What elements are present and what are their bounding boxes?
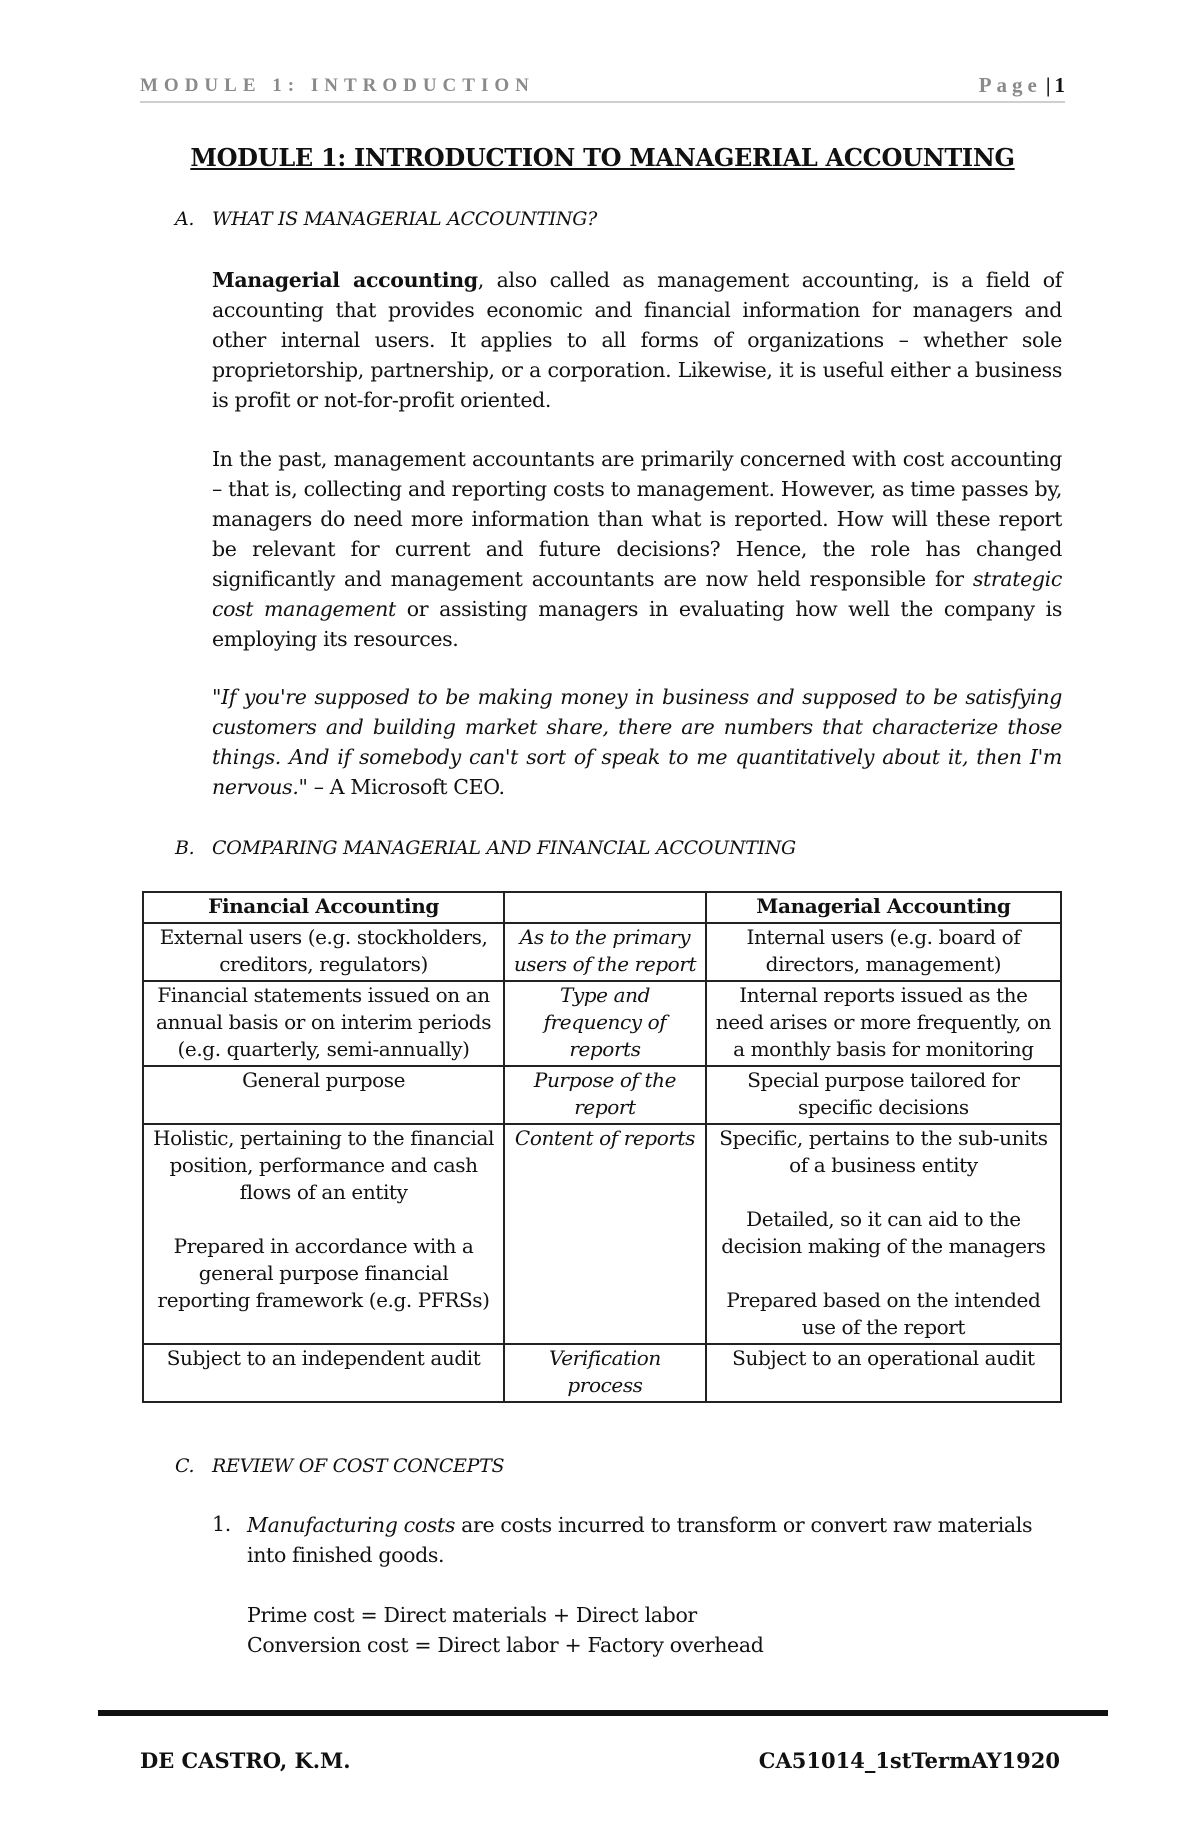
term-managerial-accounting: Managerial accounting <box>212 268 478 292</box>
financial-content-holistic: Holistic, pertaining to the financial position, performance and cash flows of an entity <box>153 1126 495 1204</box>
footer-divider <box>98 1710 1108 1716</box>
section-c-letter: C. <box>175 1455 195 1477</box>
managerial-users-cell: Internal users (e.g. board of directors, management) <box>706 923 1061 981</box>
header-criteria <box>504 892 706 923</box>
managerial-verification-cell: Subject to an operational audit <box>706 1344 1061 1402</box>
table-row <box>143 923 1061 981</box>
section-a-title: WHAT IS MANAGERIAL ACCOUNTING? <box>212 208 597 230</box>
header-managerial-accounting: Managerial Accounting <box>706 892 1061 923</box>
header-page-number <box>979 73 1065 98</box>
section-c-heading <box>175 1455 504 1477</box>
header-module-label: MODULE 1: INTRODUCTION <box>140 75 535 96</box>
term-strategic-cost-management: strategic cost management <box>212 567 1062 621</box>
table-row <box>143 1124 1061 1344</box>
table-row <box>143 1066 1061 1124</box>
page-title: MODULE 1: INTRODUCTION TO MANAGERIAL ACCOUNTING <box>190 143 1015 172</box>
criteria-users-cell: As to the primary users of the report <box>504 923 706 981</box>
manufacturing-costs-item <box>247 1510 1067 1570</box>
table-header-row <box>143 892 1061 923</box>
quote-text: "If you're supposed to be making money in business and supposed to be satisfying customers and building market share, there are numbers that characterize those things. And if somebody can't sort of speak to me quantitatively about it, then I'm nervous." <box>212 685 1062 799</box>
term-manufacturing-costs: Manufacturing costs <box>247 1513 455 1537</box>
section-a-letter: A. <box>175 208 195 230</box>
ceo-quote <box>212 682 1062 802</box>
footer-course-code: CA51014_1stTermAY1920 <box>758 1748 1060 1773</box>
criteria-purpose-cell: Purpose of the report <box>504 1066 706 1124</box>
managerial-content-detailed: Detailed, so it can aid to the decision making of the managers <box>721 1207 1046 1258</box>
financial-users-cell: External users (e.g. stockholders, creditors, regulators) <box>143 923 504 981</box>
financial-content-framework: Prepared in accordance with a general purpose financial reporting framework (e.g. PFRSs) <box>157 1234 490 1312</box>
managerial-content-specific: Specific, pertains to the sub-units of a business entity <box>719 1126 1048 1177</box>
financial-frequency-cell: Financial statements issued on an annual basis or on interim periods (e.g. quarterly, semi-annually) <box>143 981 504 1066</box>
quote-attribution: – A Microsoft CEO. <box>307 775 505 799</box>
financial-verification-cell: Subject to an independent audit <box>143 1344 504 1402</box>
section-c-title: REVIEW OF COST CONCEPTS <box>212 1455 505 1477</box>
financial-content-cell <box>143 1124 504 1344</box>
financial-purpose-cell: General purpose <box>143 1066 504 1124</box>
header-financial-accounting: Financial Accounting <box>143 892 504 923</box>
managerial-content-cell <box>706 1124 1061 1344</box>
manufacturing-costs-definition: are costs incurred to transform or convert raw materials into finished goods. <box>247 1513 1033 1567</box>
section-a-paragraph-1 <box>212 265 1062 415</box>
criteria-frequency-cell: Type and frequency of reports <box>504 981 706 1066</box>
paragraph-2-start: In the past, management accountants are primarily concerned with cost accounting – that is, collecting and reporting costs to management. However, as time passes by, managers do need more information than what is reported. How will these report be relevant for current and future decisions? Hence, the role has changed significantly and management accountants are now held responsible for <box>212 447 1062 591</box>
section-a-paragraph-2 <box>212 444 1062 654</box>
header-page-digit: 1 <box>1054 73 1065 97</box>
managerial-frequency-cell: Internal reports issued as the need arises or more frequently, on a monthly basis for monitoring <box>706 981 1061 1066</box>
comparison-table <box>142 891 1062 1403</box>
criteria-verification-cell: Verification process <box>504 1344 706 1402</box>
section-a-heading <box>175 208 597 230</box>
section-b-title: COMPARING MANAGERIAL AND FINANCIAL ACCOUNTING <box>212 837 796 859</box>
table-row <box>143 1344 1061 1402</box>
header-page-word: Page <box>978 73 1042 97</box>
managerial-purpose-cell: Special purpose tailored for specific decisions <box>706 1066 1061 1124</box>
conversion-cost-formula: Conversion cost = Direct labor + Factory overhead <box>247 1633 764 1657</box>
list-item-number: 1. <box>212 1512 231 1536</box>
managerial-content-intended-use: Prepared based on the intended use of the report <box>726 1288 1041 1339</box>
footer-author: DE CASTRO, K.M. <box>140 1748 351 1773</box>
header-separator: | <box>1045 73 1051 97</box>
paragraph-2-end: or assisting managers in evaluating how well the company is employing its resources. <box>212 597 1062 651</box>
criteria-content-cell: Content of reports <box>504 1124 706 1344</box>
paragraph-1-text: , also called as management accounting, is a field of accounting that provides economic and financial information for managers and other internal users. It applies to all forms of organizations – whether sole proprietorship, partnership, or a corporation. Likewise, it is useful either a business is profit or not-for-profit oriented. <box>212 268 1063 412</box>
table-row <box>143 981 1061 1066</box>
section-b-letter: B. <box>175 837 195 859</box>
section-b-heading <box>175 837 796 859</box>
prime-cost-formula: Prime cost = Direct materials + Direct labor <box>247 1603 697 1627</box>
page-header <box>140 75 1065 103</box>
